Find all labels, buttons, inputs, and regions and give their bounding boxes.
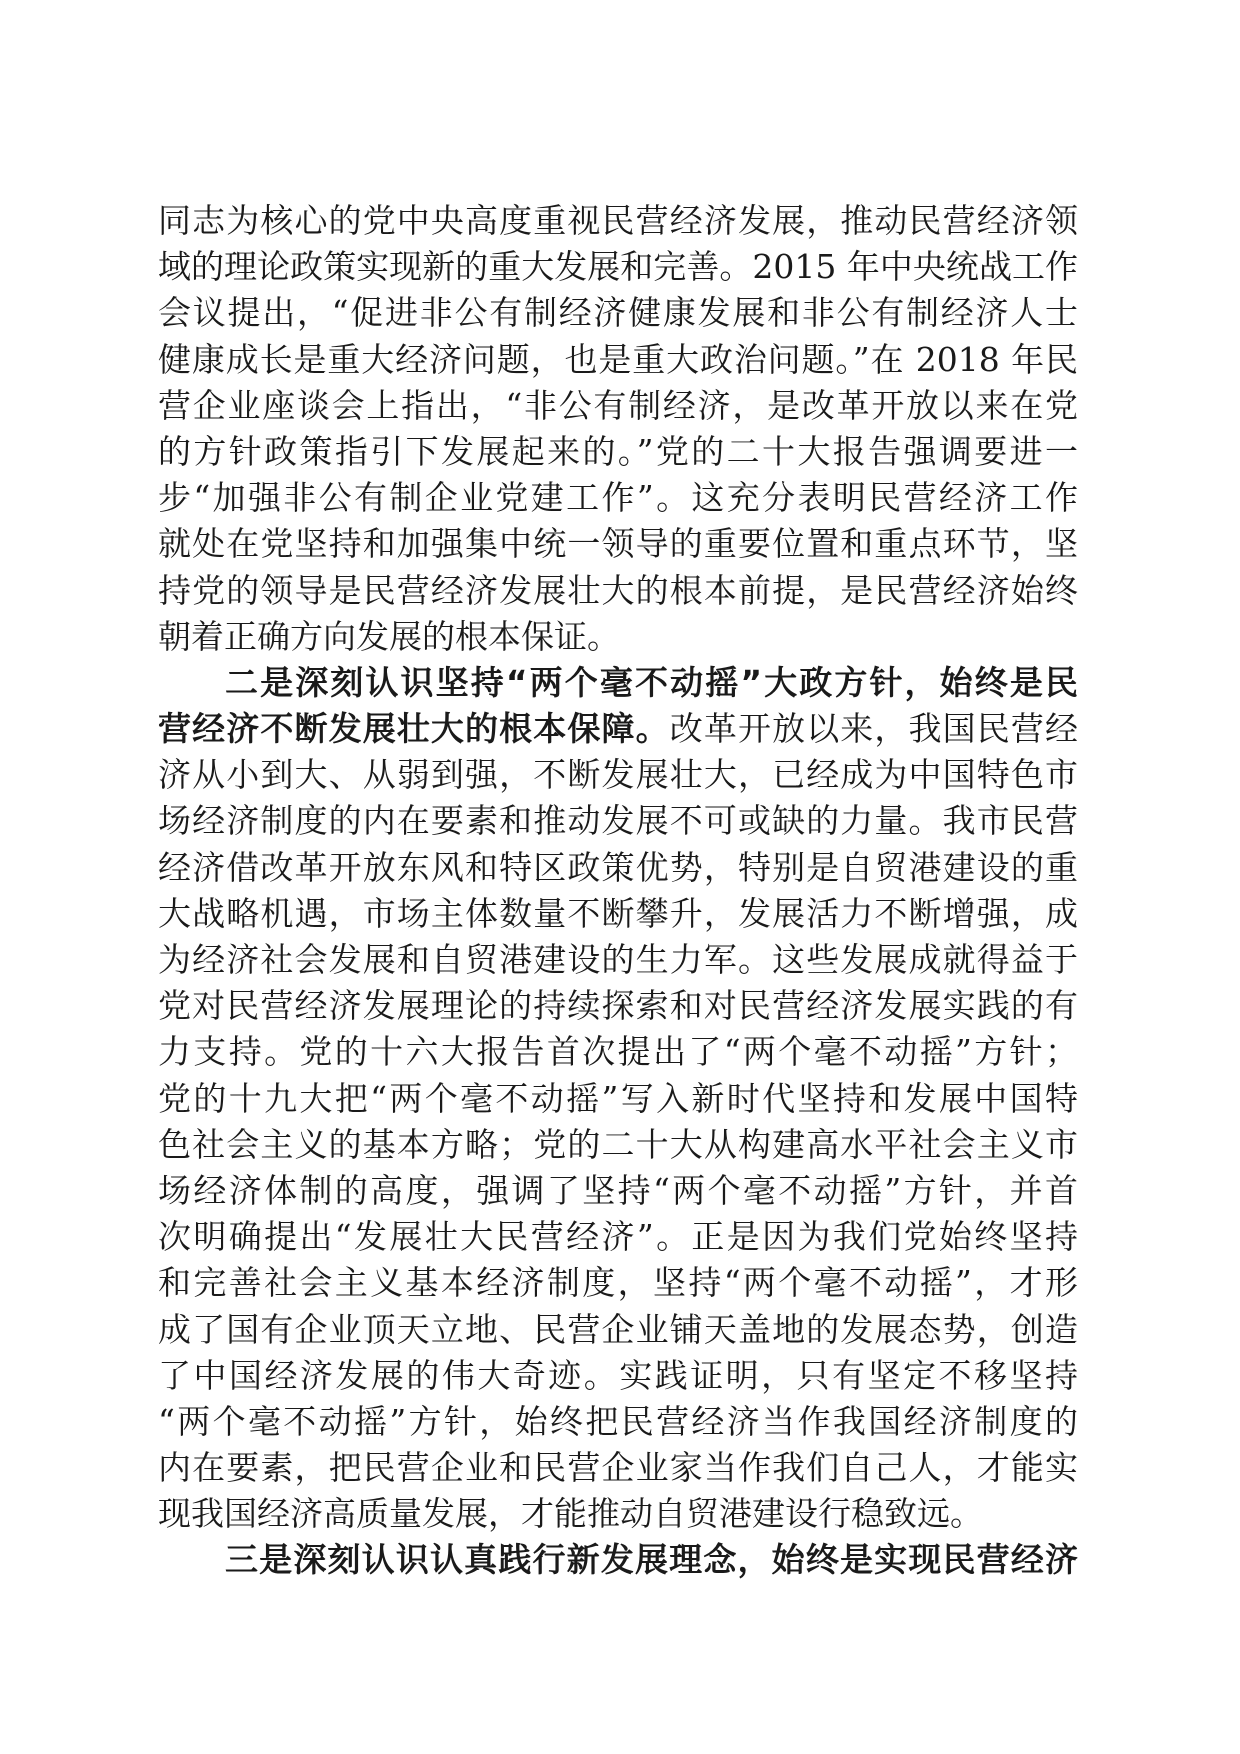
- paragraph-1: [158, 198, 1078, 660]
- text-line: 了中国经济发展的伟大奇迹。实践证明，只有坚定不移坚持: [158, 1355, 1078, 1395]
- text-line: 为经济社会发展和自贸港建设的生力军。这些发展成就得益于: [158, 940, 1078, 979]
- text-line: 同志为核心的党中央高度重视民营经济发展，推动民营经济领: [158, 201, 1078, 240]
- text-line: 健康成长是重大经济问题，也是重大政治问题。”在 2018 年民: [158, 339, 1078, 379]
- paragraph-3: [158, 1537, 1078, 1583]
- text-line: 成了国有企业顶天立地、民营企业铺天盖地的发展态势，创造: [158, 1309, 1078, 1349]
- section-heading-line: 三是深刻认识认真践行新发展理念，始终是实现民营经济: [225, 1540, 1078, 1580]
- text-line: “两个毫不动摇”方针，始终把民营经济当作我国经济制度的: [158, 1401, 1078, 1441]
- section-heading-tail: 营经济不断发展壮大的根本保障。: [158, 709, 670, 749]
- text-line: 力支持。党的十六大报告首次提出了“两个毫不动摇”方针；: [158, 1032, 1078, 1072]
- text-line: 经济借改革开放东风和特区政策优势，特别是自贸港建设的重: [158, 847, 1078, 887]
- text-line: 和完善社会主义基本经济制度，坚持“两个毫不动摇”，才形: [158, 1263, 1078, 1303]
- text-line: 场经济体制的高度，强调了坚持“两个毫不动摇”方针，并首: [158, 1170, 1078, 1210]
- body-text: [158, 198, 1078, 1584]
- section-heading-line: 二是深刻认识坚持“两个毫不动摇”大政方针，始终是民: [225, 662, 1078, 702]
- text-line: 济从小到大、从弱到强，不断发展壮大，已经成为中国特色市: [158, 755, 1078, 795]
- text-line: [158, 706, 1078, 752]
- text-line: 内在要素，把民营企业和民营企业家当作我们自己人，才能实: [158, 1448, 1078, 1488]
- text-line: 步“加强非公有制企业党建工作”。这充分表明民营经济工作: [158, 478, 1078, 518]
- text-line: 域的理论政策实现新的重大发展和完善。2015 年中央统战工作: [158, 247, 1078, 287]
- text-line: 会议提出，“促进非公有制经济健康发展和非公有制经济人士: [158, 293, 1078, 333]
- text-line: 持党的领导是民营经济发展壮大的根本前提，是民营经济始终: [158, 570, 1078, 610]
- text-line: 的方针政策指引下发展起来的。”党的二十大报告强调要进一: [158, 431, 1078, 471]
- text-line: 色社会主义的基本方略；党的二十大从构建高水平社会主义市: [158, 1124, 1078, 1164]
- text-line: 场经济制度的内在要素和推动发展不可或缺的力量。我市民营: [158, 801, 1078, 841]
- text-line: 党对民营经济发展理论的持续探索和对民营经济发展实践的有: [158, 986, 1078, 1026]
- text-line: 现我国经济高质量发展，才能推动自贸港建设行稳致远。: [158, 1494, 983, 1534]
- text-line: 次明确提出“发展壮大民营经济”。正是因为我们党始终坚持: [158, 1217, 1078, 1257]
- text-line: 营企业座谈会上指出，“非公有制经济，是改革开放以来在党: [158, 385, 1078, 425]
- text-span: 改革开放以来，我国民营经: [669, 709, 1079, 749]
- text-line: 就处在党坚持和加强集中统一领导的重要位置和重点环节，坚: [158, 524, 1078, 564]
- text-line: 大战略机遇，市场主体数量不断攀升，发展活力不断增强，成: [158, 893, 1078, 933]
- text-line: 党的十九大把“两个毫不动摇”写入新时代坚持和发展中国特: [158, 1078, 1078, 1118]
- text-line: 朝着正确方向发展的根本保证。: [158, 616, 620, 656]
- paragraph-2: [158, 660, 1078, 1538]
